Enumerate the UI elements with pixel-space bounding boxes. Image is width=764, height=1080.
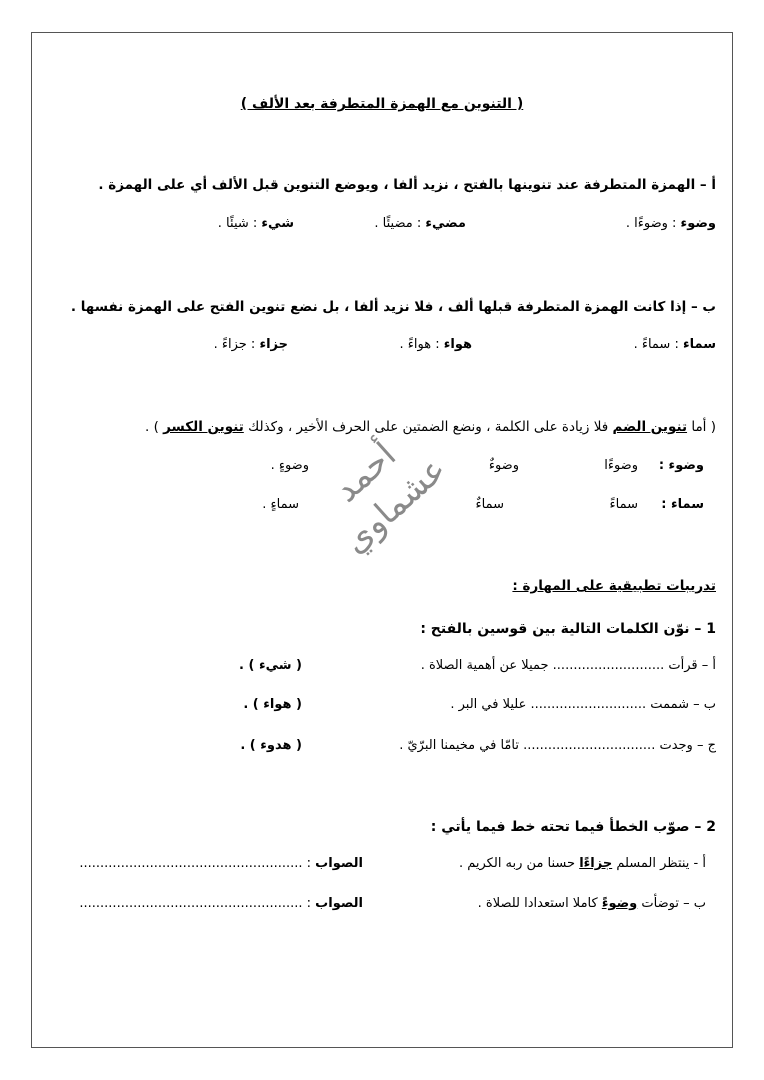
table-row-1-kasr: وضوءٍ .: [270, 458, 309, 473]
exercises-heading: تدريبات تطبيقية على المهارة :: [512, 578, 716, 594]
q2-item-b-answer: الصواب : ......................................................: [79, 896, 363, 911]
table-row-2-damm: سماءٌ: [475, 497, 504, 512]
rule-a-text: أ – الهمزة المتطرفة عند تنوينها بالفتح ، نزيد ألفا ، ويوضع التنوين قبل الألف أي على الهمزة .: [98, 177, 716, 193]
table-row-1-fath: وضوءًا: [604, 458, 638, 473]
question-2-heading: 2 – صوّب الخطأ فيما تحته خط فيما يأتي :: [430, 819, 716, 835]
page-title: ( التنوين مع الهمزة المتطرفة بعد الألف ): [240, 96, 524, 112]
q2-item-b: ب – توضأت وضوءً كاملا استعدادا للصلاة .: [477, 896, 706, 911]
q2-item-a-answer: الصواب : ......................................................: [79, 856, 363, 871]
rule-b-example-1: سماء : سماءً .: [633, 337, 716, 352]
q1-item-c-word: ( هدوء ) .: [240, 738, 302, 753]
q2-item-a: أ - ينتظر المسلم جزاءًا حسنا من ربه الكريم .: [458, 856, 706, 871]
rule-b-example-3: جزاء : جزاءً .: [213, 337, 288, 352]
tanween-note: ( أما تنوين الضم فلا زيادة على الكلمة ، ونضع الضمتين على الحرف الأخير ، وكذلك تنوين الكسر ) .: [145, 419, 716, 435]
rule-a-example-2: مضيء : مضيئًا .: [374, 216, 466, 231]
question-1-heading: 1 – نوّن الكلمات التالية بين قوسين بالفتح :: [420, 621, 716, 637]
table-row-1-damm: وضوءٌ: [488, 458, 519, 473]
table-row-2-kasr: سماءٍ .: [262, 497, 299, 512]
table-row-2-word: سماء :: [661, 497, 704, 512]
rule-a-example-3: شيء : شيئًا .: [217, 216, 294, 231]
rule-b-text: ب – إذا كانت الهمزة المتطرفة قبلها ألف ، فلا نزيد ألفا ، بل نضع تنوين الفتح على الهمزة نفسها .: [70, 299, 716, 315]
author-watermark: أحمد عشماوي: [326, 435, 455, 562]
q1-item-b-word: ( هواء ) .: [243, 697, 302, 712]
rule-b-example-2: هواء : هواءً .: [399, 337, 472, 352]
rule-a-example-1: وضوء : وضوءًا .: [625, 216, 716, 231]
q1-item-c: ج – وجدت ................................ تامّا في مخيمنا البرّيّ .: [399, 738, 716, 753]
table-row-2-fath: سماءً: [609, 497, 638, 512]
q1-item-a: أ – قرأت ........................... جميلا عن أهمية الصلاة .: [420, 658, 716, 673]
q1-item-b: ب – شممت ............................ عليلا في البر .: [450, 697, 716, 712]
table-row-1-word: وضوء :: [658, 458, 704, 473]
q1-item-a-word: ( شيء ) .: [239, 658, 302, 673]
